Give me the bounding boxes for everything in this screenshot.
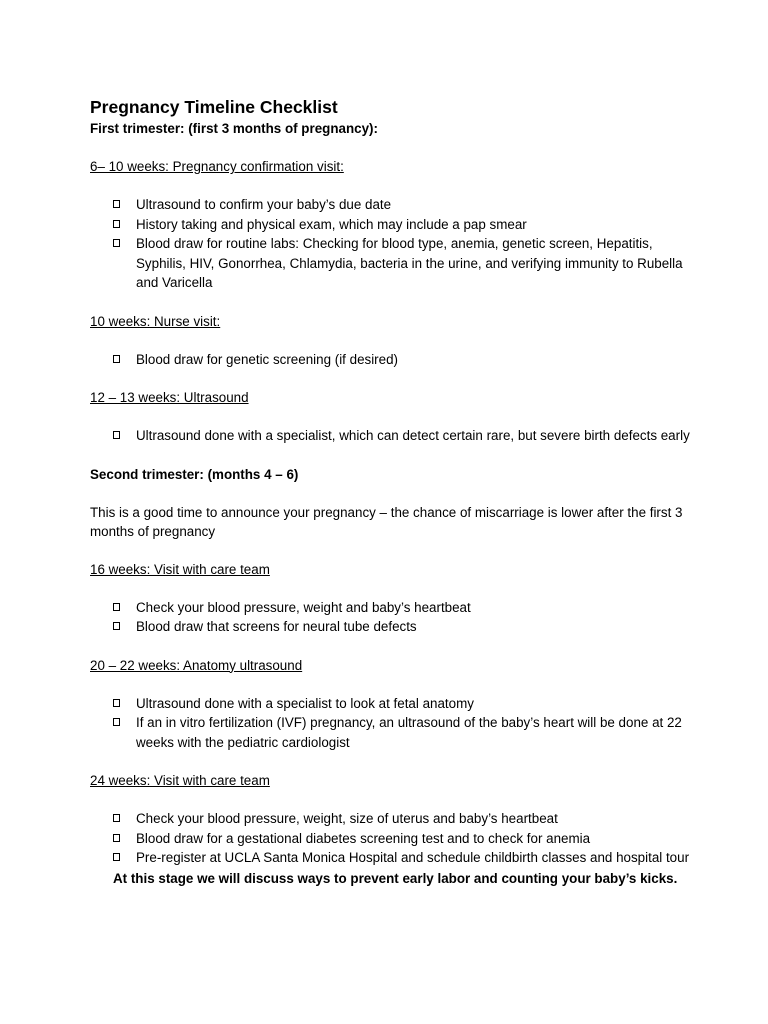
- document-title: Pregnancy Timeline Checklist: [90, 97, 338, 117]
- checkbox-icon[interactable]: [113, 718, 120, 726]
- checklist-item: [90, 809, 690, 829]
- kicks-note: At this stage we will discuss ways to prevent early labor and counting your baby’s kicks.: [113, 870, 678, 886]
- section-heading-6-10-weeks: 6– 10 weeks: Pregnancy confirmation visit:: [90, 159, 344, 174]
- checklist-item: [90, 829, 690, 849]
- checklist-item-text: Pre-register at UCLA Santa Monica Hospital and schedule childbirth classes and hospital tour: [136, 850, 690, 865]
- checklist-10-weeks: [90, 350, 690, 370]
- checkbox-icon[interactable]: [113, 622, 120, 630]
- checklist-item-text: Ultrasound done with a specialist, which can detect certain rare, but severe birth defects early: [136, 428, 690, 443]
- checklist-item: [90, 195, 690, 215]
- checklist-item-text: Check your blood pressure, weight and baby’s heartbeat: [136, 599, 471, 615]
- checklist-item: [90, 426, 690, 446]
- checklist-6-10-weeks: [90, 195, 690, 293]
- section-heading-24-weeks: 24 weeks: Visit with care team: [90, 773, 270, 788]
- checkbox-icon[interactable]: [113, 200, 120, 208]
- checkbox-icon[interactable]: [113, 853, 120, 861]
- checklist-item-text: Blood draw for routine labs: Checking for blood type, anemia, genetic screen, Hepatitis, Syphilis, HIV, Gonorrhea, Chlamydia, bacteria in the urine, and verifying immunity to Rubella and Varicella: [136, 236, 683, 290]
- checklist-16-weeks: [90, 598, 690, 637]
- checkbox-icon[interactable]: [113, 239, 120, 247]
- checklist-item: [90, 598, 690, 618]
- checklist-item: [90, 617, 690, 637]
- checkbox-icon[interactable]: [113, 834, 120, 842]
- checklist-item-text: Ultrasound to confirm your baby’s due date: [136, 197, 392, 212]
- checkbox-icon[interactable]: [113, 603, 120, 611]
- checklist-item: [90, 694, 690, 714]
- section-heading-12-13-weeks: 12 – 13 weeks: Ultrasound: [90, 390, 249, 405]
- second-trimester-heading: Second trimester: (months 4 – 6): [90, 466, 299, 482]
- section-heading-20-22-weeks: 20 – 22 weeks: Anatomy ultrasound: [90, 657, 303, 673]
- checklist-item: [90, 215, 690, 235]
- document-page: [90, 95, 690, 888]
- checklist-item-text: Blood draw for genetic screening (if desired): [136, 351, 398, 367]
- checklist-item: [90, 350, 690, 370]
- checklist-item: [90, 848, 690, 868]
- section-heading-10-weeks: 10 weeks: Nurse visit:: [90, 313, 221, 329]
- section-heading-16-weeks: 16 weeks: Visit with care team: [90, 561, 270, 577]
- checkbox-icon[interactable]: [113, 220, 120, 228]
- first-trimester-heading: First trimester: (first 3 months of pregnancy):: [90, 121, 378, 136]
- checklist-item-text: Blood draw that screens for neural tube defects: [136, 619, 417, 634]
- checklist-item-text: History taking and physical exam, which may include a pap smear: [136, 216, 527, 232]
- checkbox-icon[interactable]: [113, 355, 120, 363]
- checkbox-icon[interactable]: [113, 699, 120, 707]
- second-trimester-intro: This is a good time to announce your pregnancy – the chance of miscarriage is lower after the first 3 months of pregnancy: [90, 504, 683, 539]
- checkbox-icon[interactable]: [113, 814, 120, 822]
- checklist-item-text: Ultrasound done with a specialist to look at fetal anatomy: [136, 695, 474, 711]
- checklist-12-13-weeks: [90, 426, 690, 446]
- checklist-item: [90, 713, 690, 752]
- checklist-item-text: Blood draw for a gestational diabetes screening test and to check for anemia: [136, 830, 591, 846]
- checklist-item-text: Check your blood pressure, weight, size of uterus and baby’s heartbeat: [136, 811, 558, 826]
- checklist-24-weeks: [90, 809, 690, 868]
- checklist-20-22-weeks: [90, 694, 690, 753]
- checklist-item-text: If an in vitro fertilization (IVF) pregnancy, an ultrasound of the baby’s heart will be done at 22 weeks with the pediatric cardiologist: [136, 715, 682, 750]
- checklist-item: [90, 234, 690, 293]
- checkbox-icon[interactable]: [113, 431, 120, 439]
